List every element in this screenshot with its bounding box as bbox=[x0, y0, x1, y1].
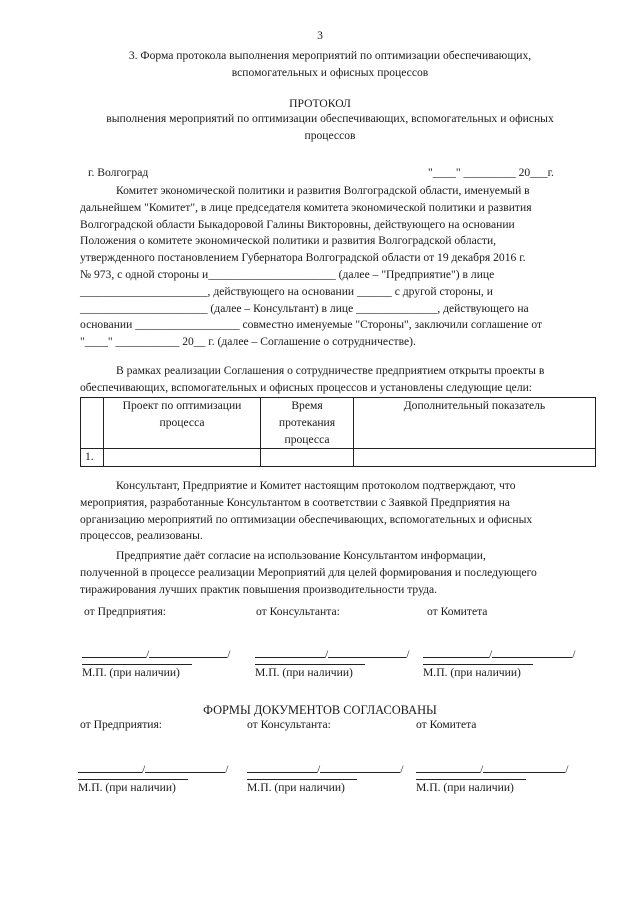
signature-line: / / М.П. (при наличии) bbox=[247, 762, 403, 797]
intro-paragraph: Комитет экономической политики и развития Волгоградской области, именуемый в дальнейшем "Комитет", в лице председателя комитета экономической политики и развития Волгоградской области Быкадоровой Галины Викторовны, действующего на основании Положения о комитете экономической политики и развития Волгоградской области, утвержденного постановлением Губернатора Волгоградской области от 19 декабря 2016 г. № 973, с одной стороны и______________________ (далее – "Предприятие") в лице ______________________, действующего на основании ______ с другой стороны, и ______________________ (далее – Консультант) в лице ______________, действующего на основании __________________ совместно именуемые "Стороны", заключили соглашение от "____" ___________ 20__ г. (далее – Соглашение о сотрудничестве). bbox=[80, 184, 543, 349]
table-header-cell: Время протекания процесса bbox=[261, 398, 354, 449]
table-header-cell: Дополнительный показатель bbox=[354, 398, 596, 449]
table-cell bbox=[104, 449, 261, 467]
approval-heading: ФОРМЫ ДОКУМЕНТОВ СОГЛАСОВАНЫ bbox=[203, 703, 437, 717]
table-cell bbox=[261, 449, 354, 467]
table-header-row bbox=[81, 398, 596, 449]
doc-title: ПРОТОКОЛ bbox=[289, 97, 351, 110]
table-header-cell: Проект по оптимизации процесса bbox=[104, 398, 261, 449]
party-label-enterprise: от Предприятия: bbox=[84, 605, 167, 618]
signature-line: / / М.П. (при наличии) bbox=[82, 647, 230, 682]
table-row bbox=[81, 449, 596, 467]
signature-line: / / М.П. (при наличии) bbox=[78, 762, 228, 797]
goals-table bbox=[80, 397, 596, 467]
signature-line: / / М.П. (при наличии) bbox=[416, 762, 568, 797]
section-heading: 3. Форма протокола выполнения мероприятий по оптимизации обеспечивающих, вспомогательных и офисных процессов bbox=[128, 49, 532, 79]
signature-line: / / М.П. (при наличии) bbox=[255, 647, 409, 682]
party-label-committee: от Комитета bbox=[416, 718, 477, 731]
conclusion-paragraph: Консультант, Предприятие и Комитет настоящим протоколом подтверждают, что мероприятия, разработанные Консультантом в соответствии с Заявкой Предприятия на организацию мероприятий по оптимизации обеспечивающих, вспомогательных и офисных процессов, реализованы. bbox=[80, 479, 533, 543]
party-label-consultant: от Консультанта: bbox=[256, 605, 340, 618]
date-field: "____" _________ 20___г. bbox=[428, 166, 554, 179]
consent-paragraph: Предприятие даёт согласие на использование Консультантом информации, полученной в процессе реализации Мероприятий для целей формирования и последующего тиражирования лучших практик повышения производительности труда. bbox=[80, 549, 537, 596]
party-label-committee: от Комитета bbox=[427, 605, 488, 618]
party-label-enterprise: от Предприятия: bbox=[80, 718, 163, 731]
goals-paragraph: В рамках реализации Соглашения о сотрудничестве предприятием открыты проекты в обеспечивающих, вспомогательных и офисных процессов и установлены следующие цели: bbox=[80, 364, 545, 394]
table-header-cell bbox=[81, 398, 104, 449]
signature-line: / / М.П. (при наличии) bbox=[423, 647, 575, 682]
doc-subtitle: выполнения мероприятий по оптимизации обеспечивающих, вспомогательных и офисных процессов bbox=[106, 112, 554, 142]
table-cell bbox=[354, 449, 596, 467]
city: г. Волгоград bbox=[88, 166, 149, 179]
page-number: 3 bbox=[317, 29, 323, 42]
table-cell: 1. bbox=[81, 449, 104, 467]
party-label-consultant: от Консультанта: bbox=[247, 718, 331, 731]
